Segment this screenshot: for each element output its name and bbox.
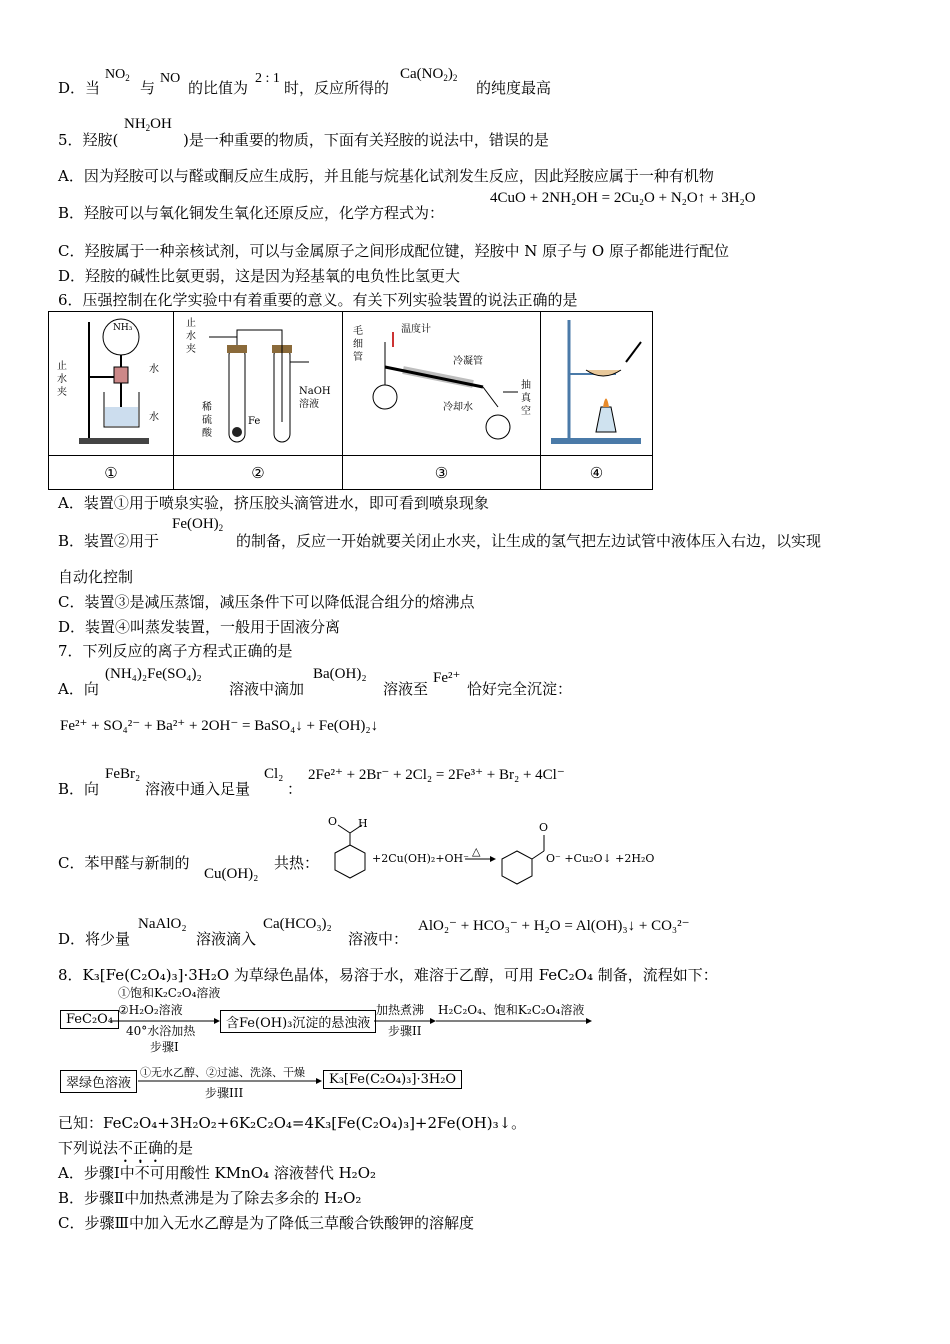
q5-option-a: A．因为羟胺可以与醛或酮反应生成肟，并且能与烷基化试剂发生反应，因此羟胺应属于一种有机物 xyxy=(58,167,714,185)
apparatus-4-cell xyxy=(541,312,653,456)
q8-option-a: A．步骤Ⅰ中不可用酸性 KMnO₄ 溶液替代 H₂O₂ xyxy=(58,1164,377,1182)
q5-option-b: B．羟胺可以与氧化铜发生氧化还原反应，化学方程式为： xyxy=(58,204,445,222)
q5-stem-b: )是一种重要的物质，下面有关羟胺的说法中，错误的是 xyxy=(183,131,549,149)
q7-a-formula-salt: (NH₄)₂Fe(SO₄)₂ xyxy=(105,666,202,682)
q4-d-formula-ca: $Ca(NO_2)_2$ xyxy=(400,66,458,83)
q7-option-b: B．向 xyxy=(58,780,100,798)
fig3-capillary-label-1: 毛 xyxy=(353,326,363,337)
q4-d-text-e: 的纯度最高 xyxy=(476,79,552,97)
fountain-apparatus-figure xyxy=(49,312,173,451)
q7-c-text-b: 共热： xyxy=(274,854,320,872)
q8-option-b: B．步骤Ⅱ中加热煮沸是为了除去多余的 H₂O₂ xyxy=(58,1189,362,1207)
aldehyde-h-label: H xyxy=(358,817,368,830)
fig2-clamp-label-2: 水 xyxy=(186,331,196,342)
q5-option-b-equation: 4CuO + 2NH₂OH = 2Cu₂O + N₂O↑ + 3H₂O xyxy=(490,190,756,206)
fig1-clamp-label-3: 夹 xyxy=(57,387,67,398)
apparatus-label-4: ④ xyxy=(541,456,653,490)
q6-option-d: D．装置④叫蒸发装置，一般用于固液分离 xyxy=(58,618,341,636)
q7-d-formula-naalo2: NaAlO₂ xyxy=(138,916,187,932)
q5-formula-nh2oh: $NH_2OH$ xyxy=(124,116,172,133)
q7-a-text-c: 溶液至 xyxy=(383,680,429,698)
q7-a-text-d: 恰好完全沉淀： xyxy=(467,680,573,698)
q7-b-text-b: 溶液中通入足量 xyxy=(145,780,251,798)
q8-stem: 8．K₃[Fe(C₂O₄)₃]·3H₂O 为草绿色晶体，易溶于水，难溶于乙醇，可用 FeC₂O₄ 制备，流程如下： xyxy=(58,966,718,984)
reaction-reagents: +2Cu(OH)₂+OH⁻ xyxy=(372,852,469,865)
q4-d-text-b: 与 xyxy=(140,79,156,97)
q7-d-equation: AlO₂⁻ + HCO₃⁻ + H₂O = Al(OH)₃↓ + CO₃²⁻ xyxy=(418,918,690,934)
q5-option-c: C．羟胺属于一种亲核试剂，可以与金属原子之间形成配位键，羟胺中 N 原子与 O 原子都能进行配位 xyxy=(58,242,729,260)
q7-a-equation: Fe²⁺ + SO₄²⁻ + Ba²⁺ + 2OH⁻ = BaSO₄↓ + Fe(OH)₂↓ xyxy=(60,718,379,734)
q6-option-b-text: 的制备，反应一开始就要关闭止水夹，让生成的氢气把左边试管中液体压入右边，以实现 xyxy=(236,532,822,550)
q4-d-formula-no: NO xyxy=(160,71,181,86)
apparatus-label-2: ② xyxy=(174,456,343,490)
fig2-solution-label: 溶液 xyxy=(299,399,319,410)
q7-option-c: C．苯甲醛与新制的 xyxy=(58,854,190,872)
fig2-clamp-label-3: 夹 xyxy=(186,344,196,355)
fig3-vacuum-label-1: 抽 xyxy=(521,380,531,391)
q6-stem: 6．压强控制在化学实验中有着重要的意义。有关下列实验装置的说法正确的是 xyxy=(58,291,578,309)
q7-b-equation: 2Fe²⁺ + 2Br⁻ + 2Cl₂ = 2Fe³⁺ + Br₂ + 4Cl⁻ xyxy=(308,767,565,783)
fig1-water-label-2: 水 xyxy=(149,412,159,423)
flow-step3-reagents: H₂C₂O₄、饱和K₂C₂O₄溶液 xyxy=(438,1003,585,1017)
q7-a-text-b: 溶液中滴加 xyxy=(229,680,305,698)
q8-ask: 下列说法不正确的是 xyxy=(58,1139,194,1157)
fig3-capillary-label-2: 细 xyxy=(353,339,363,350)
ferrous-hydroxide-apparatus-figure xyxy=(174,312,342,451)
benzaldehyde-reaction-scheme xyxy=(320,815,700,885)
flow-step1-reagent-2: ②H₂O₂溶液 xyxy=(118,1003,183,1017)
q5-stem: 5．羟胺( xyxy=(58,131,119,149)
fig1-water-label-1: 水 xyxy=(149,364,159,375)
q7-option-a: A．向 xyxy=(58,680,99,698)
fig3-vacuum-label-2: 真 xyxy=(521,393,531,404)
q4-d-text-d: 时，反应所得的 xyxy=(284,79,390,97)
apparatus-2-cell xyxy=(174,312,343,456)
q6-option-c: C．装置③是减压蒸馏，减压条件下可以降低混合组分的熔沸点 xyxy=(58,593,475,611)
q6-b-formula: $Fe(OH)_2$ xyxy=(172,516,224,533)
fig3-cooling-water-label: 冷却水 xyxy=(443,402,473,413)
carboxylate-o-label: O xyxy=(539,821,549,834)
q8-option-c: C．步骤Ⅲ中加入无水乙醇是为了降低三草酸合铁酸钾的溶解度 xyxy=(58,1214,474,1232)
fig1-clamp-label-1: 止 xyxy=(57,361,67,372)
apparatus-3-cell xyxy=(343,312,541,456)
flow-step4-operations: ①无水乙醇、②过滤、洗涤、干燥 xyxy=(140,1066,305,1079)
vacuum-distillation-apparatus-figure xyxy=(343,312,540,451)
q7-option-d: D．将少量 xyxy=(58,930,131,948)
reaction-products: O⁻ +Cu₂O↓ +2H₂O xyxy=(546,852,655,865)
q7-a-formula-baoh2: Ba(OH)₂ xyxy=(313,666,367,682)
fig2-naoh-label: NaOH xyxy=(299,386,331,397)
fig2-acid-label-3: 酸 xyxy=(202,428,212,439)
fig1-nh3-label: NH₃ xyxy=(113,323,133,333)
flow-box-fec2o4: FeC₂O₄ xyxy=(60,1010,119,1029)
q7-b-formula-cl2: Cl₂ xyxy=(264,766,284,782)
q7-d-text-b: 溶液滴入 xyxy=(196,930,257,948)
q7-b-formula-febr2: FeBr₂ xyxy=(105,766,141,782)
apparatus-label-1: ① xyxy=(49,456,174,490)
fig2-acid-label-2: 硫 xyxy=(202,415,212,426)
fig3-thermometer-label: 温度计 xyxy=(401,324,431,335)
q7-a-formula-fe2: Fe²⁺ xyxy=(433,670,461,686)
flow-step2-label: 步骤II xyxy=(388,1024,422,1038)
fig2-clamp-label-1: 止 xyxy=(186,318,196,329)
flow-box-product: K₃[Fe(C₂O₄)₃]·3H₂O xyxy=(323,1070,462,1089)
flow-step1-reagent-1: ①饱和K₂C₂O₄溶液 xyxy=(118,986,221,1000)
q7-b-text-c: ： xyxy=(287,780,303,798)
fig2-fe-label: Fe xyxy=(248,416,261,427)
aldehyde-o-label: O xyxy=(328,815,338,828)
q6-option-a: A．装置①用于喷泉实验，挤压胶头滴管进水，即可看到喷泉现象 xyxy=(58,494,489,512)
q7-c-formula-cuoh2: Cu(OH)₂ xyxy=(204,866,259,882)
q5-option-d: D．羟胺的碱性比氨更弱，这是因为羟基氧的电负性比氢更大 xyxy=(58,267,461,285)
q4-option-d: D．当 xyxy=(58,79,101,97)
flow-step4-label: 步骤III xyxy=(205,1086,244,1100)
flow-box-green-solution: 翠绿色溶液 xyxy=(60,1070,137,1093)
q7-d-formula-cahco3: Ca(HCO₃)₂ xyxy=(263,916,332,932)
q4-d-formula-no2: $NO_2$ xyxy=(105,67,130,83)
apparatus-table xyxy=(48,311,653,490)
flow-step1-condition: 40°水浴加热 xyxy=(126,1024,196,1038)
q4-d-text-c: 的比值为 xyxy=(188,79,249,97)
fig3-vacuum-label-3: 空 xyxy=(521,406,531,417)
heat-symbol: △ xyxy=(472,845,481,858)
apparatus-label-3: ③ xyxy=(343,456,541,490)
q4-d-ratio: 2 : 1 xyxy=(255,71,280,86)
q7-d-text-c: 溶液中： xyxy=(348,930,409,948)
flow-arrow-3 xyxy=(436,1017,592,1025)
flow-box-suspension: 含Fe(OH)₃沉淀的悬浊液 xyxy=(220,1010,376,1033)
q8-known: 已知：FeC₂O₄+3H₂O₂+6K₂C₂O₄=4K₃[Fe(C₂O₄)₃]+2Fe(OH)₃↓。 xyxy=(58,1114,527,1132)
fig2-acid-label-1: 稀 xyxy=(202,402,212,413)
fig1-clamp-label-2: 水 xyxy=(57,374,67,385)
q6-option-b: B．装置②用于 xyxy=(58,532,160,550)
fig3-capillary-label-3: 管 xyxy=(353,352,363,363)
flow-step2-condition: 加热煮沸 xyxy=(376,1003,425,1017)
flow-step1-label: 步骤I xyxy=(150,1040,179,1054)
fig3-condenser-label: 冷凝管 xyxy=(453,356,483,367)
evaporation-apparatus-figure xyxy=(541,312,652,451)
apparatus-1-cell xyxy=(49,312,174,456)
q7-stem: 7．下列反应的离子方程式正确的是 xyxy=(58,642,293,660)
q6-option-b-cont: 自动化控制 xyxy=(58,568,134,586)
